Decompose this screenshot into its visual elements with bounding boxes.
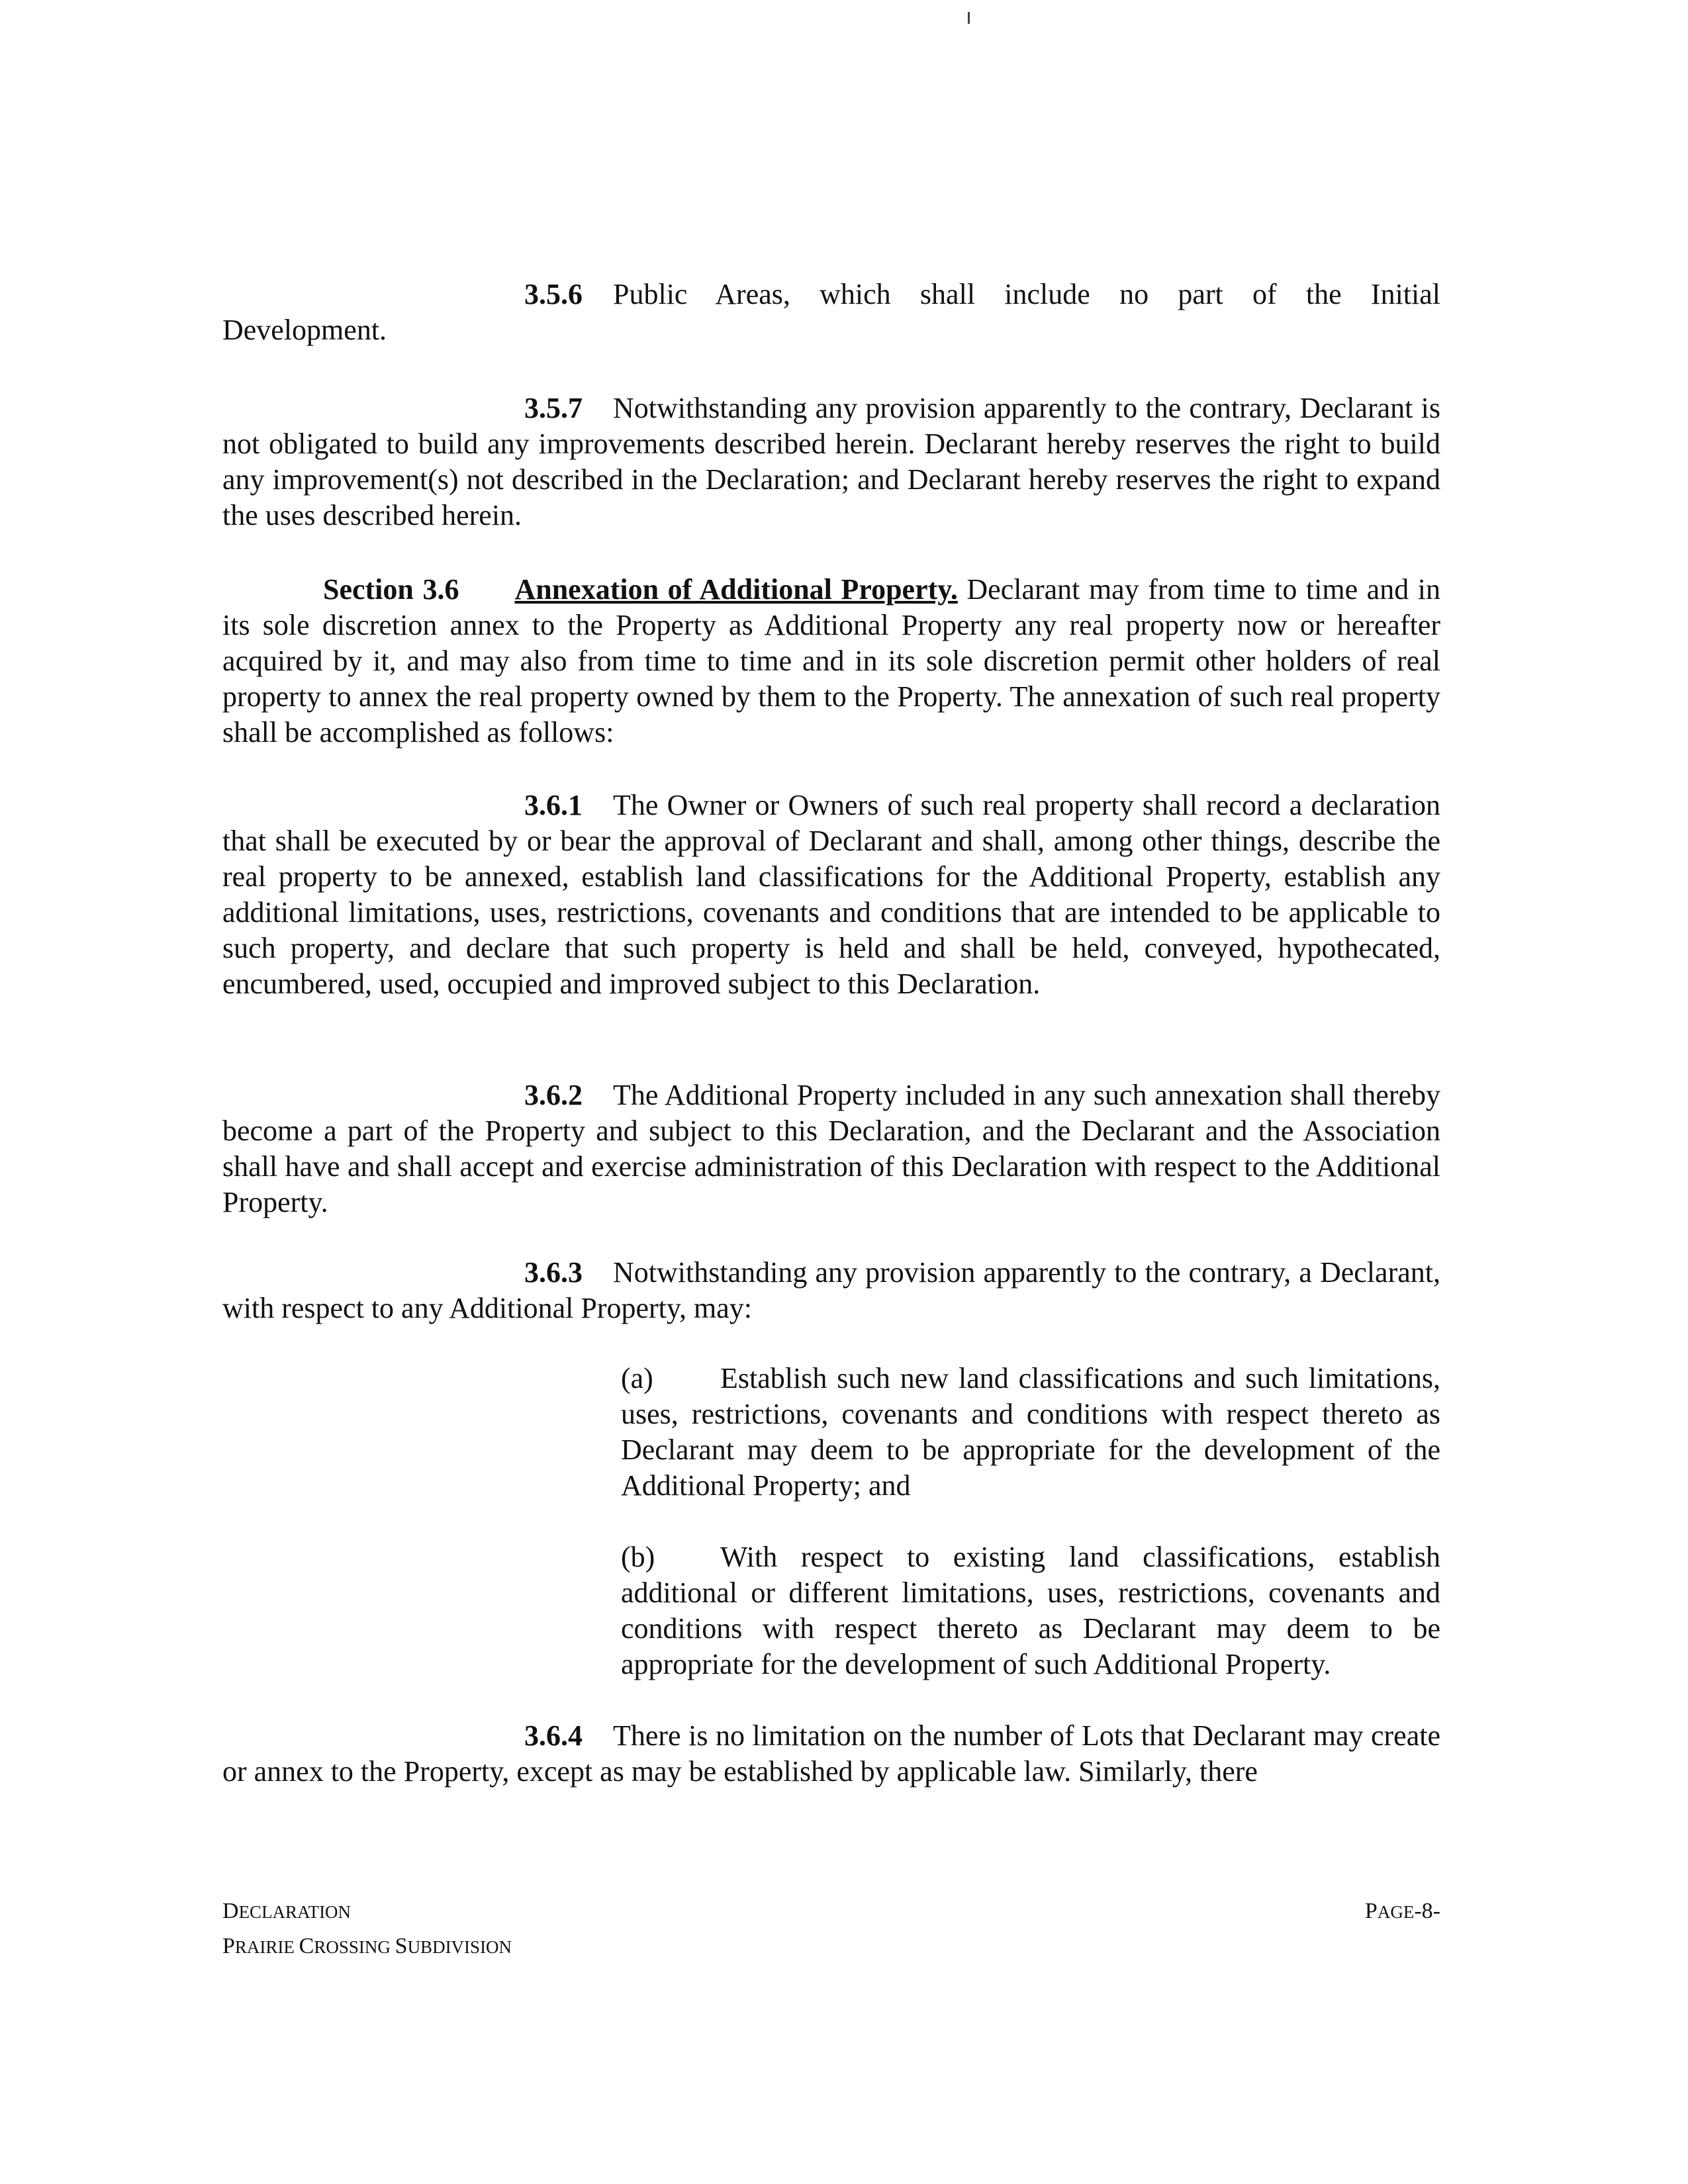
- section-title: Annexation of Additional Property.: [514, 573, 958, 606]
- clause-number: 3.6.4: [524, 1719, 583, 1752]
- subparagraph-label: (b): [621, 1541, 655, 1573]
- subparagraph-b: [222, 1539, 1440, 1682]
- page-number: PAGE-8-: [1364, 1899, 1440, 1923]
- paragraph-3-6-3: [222, 1255, 1440, 1326]
- subparagraph-text: Establish such new land classifications and such limitations, uses, restrictions, covenants and conditions with respect thereto as Declarant may deem to be appropriate for the development of the Additional Property; and: [621, 1362, 1440, 1502]
- clause-number: 3.6.3: [524, 1256, 583, 1289]
- clause-text: There is no limitation on the number of Lots that Declarant may create or annex to the Property, except as may be established by applicable law. Similarly, there: [222, 1719, 1440, 1788]
- clause-text: Notwithstanding any provision apparently to the contrary, Declarant is not obligated to build any improvements described herein. Declarant hereby reserves the right to build any improvement(s) not described in the Declaration; and Declarant hereby reserves the right to expand the uses described herein.: [222, 392, 1440, 531]
- paragraph-3-5-6-line2: Development.: [222, 314, 387, 346]
- footer-document-title: [222, 1894, 512, 1964]
- paragraph-3-5-6-line1: [222, 277, 1440, 312]
- paragraph-3-5-6: [222, 277, 1440, 348]
- footer-line-declaration: DECLARATION: [222, 1899, 352, 1923]
- clause-number: 3.5.7: [524, 392, 583, 424]
- subparagraph-text: With respect to existing land classifications, establish additional or different limitations, uses, restrictions, covenants and conditions with respect thereto as Declarant may deem to be appropriate for the development of such Additional Property.: [621, 1541, 1440, 1680]
- clause-text: Public Areas, which shall include no part of the Initial: [613, 278, 1440, 310]
- paragraph-3-5-7: [222, 390, 1440, 533]
- subparagraph-label: (a): [621, 1362, 653, 1394]
- section-text: Declarant may from time to time and in its sole discretion annex to the Property as Additional Property any real property now or hereafter acquired by it, and may also from time to time and in its sole discretion permit other holders of real property to annex the real property owned by them to the Property. The annexation of such real property shall be accomplished as follows:: [222, 573, 1440, 749]
- paragraph-3-6-4: [222, 1718, 1440, 1790]
- paragraph-3-6-2: [222, 1077, 1440, 1220]
- paragraph-3-6-1: [222, 788, 1440, 1002]
- clause-number: 3.5.6: [524, 278, 583, 310]
- scan-mark: [968, 12, 970, 24]
- subparagraph-a: [222, 1361, 1440, 1504]
- clause-text: The Additional Property included in any such annexation shall thereby become a part of the Property and subject to this Declaration, and the Declarant and the Association shall have and shall accept and exercise administration of this Declaration with respect to the Additional Property.: [222, 1079, 1440, 1218]
- section-3-6: [222, 572, 1440, 751]
- clause-number: 3.6.2: [524, 1079, 583, 1111]
- page-footer: [222, 1894, 1440, 1964]
- footer-line-subdivision: PRAIRIE CROSSING SUBDIVISION: [222, 1934, 512, 1958]
- clause-number: 3.6.1: [524, 789, 583, 821]
- clause-text: Notwithstanding any provision apparently to the contrary, a Declarant, with respect to any Additional Property, may:: [222, 1256, 1440, 1324]
- section-label: Section 3.6: [323, 573, 459, 606]
- clause-text: The Owner or Owners of such real property shall record a declaration that shall be executed by or bear the approval of Declarant and shall, among other things, describe the real property to be annexed, establish land classifications for the Additional Property, establish any additional limitations, uses, restrictions, covenants and conditions that are intended to be applicable to such property, and declare that such property is held and shall be held, conveyed, hypothecated, encumbered, used, occupied and improved subject to this Declaration.: [222, 789, 1440, 1000]
